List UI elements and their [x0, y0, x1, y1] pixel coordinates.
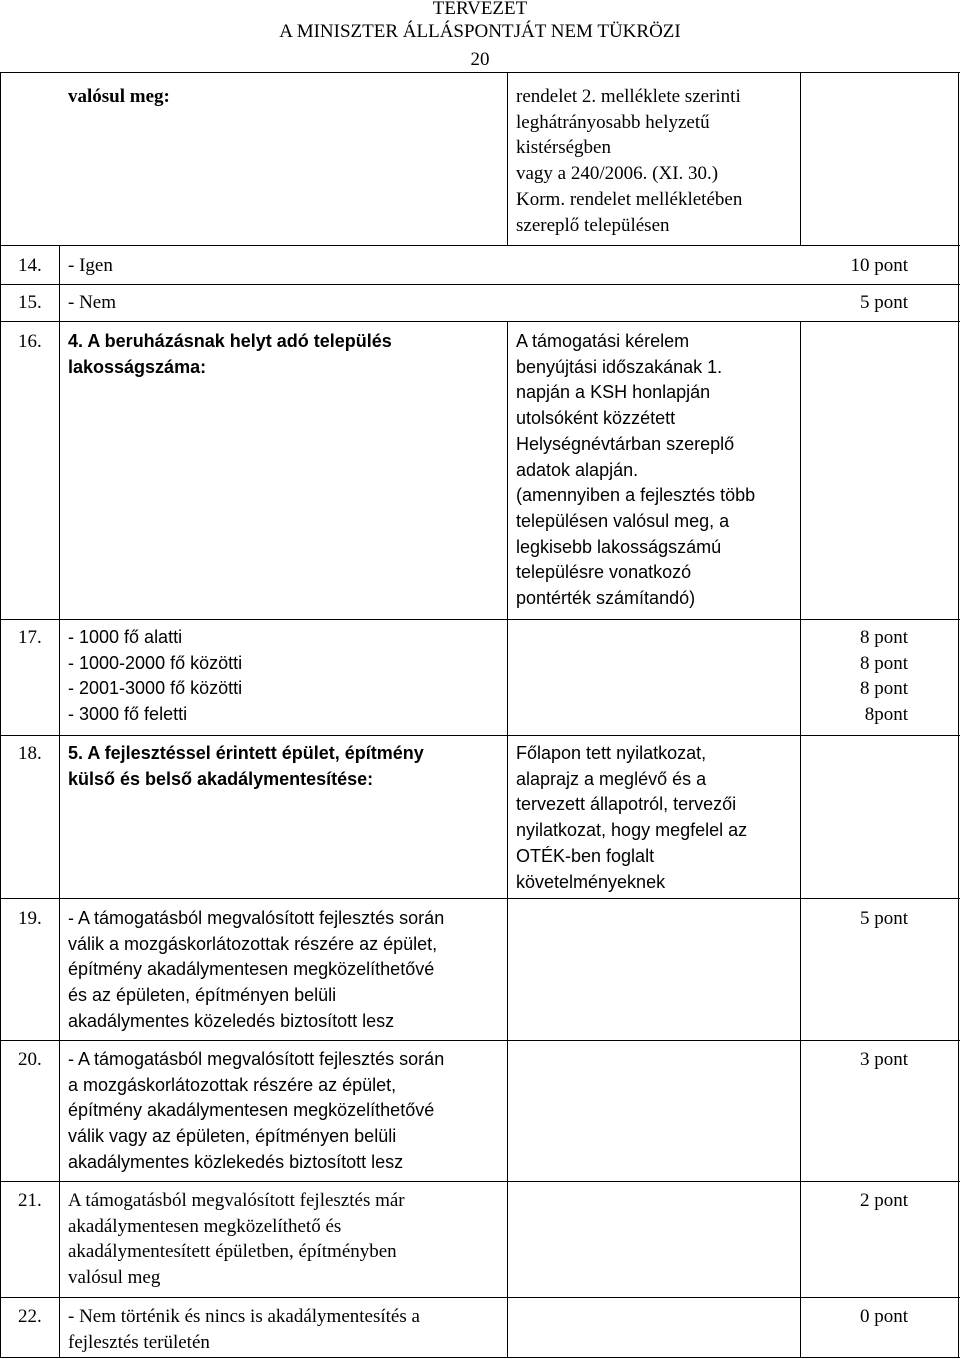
column-divider: [507, 321, 508, 1358]
row-number: 16.: [18, 331, 42, 352]
points-value: 5 pont: [859, 292, 908, 313]
row-number: 14.: [18, 255, 42, 276]
points-value: 2 pont: [859, 1190, 908, 1211]
row-divider: [0, 898, 960, 899]
criterion-label: - 1000 fő alatti - 1000-2000 fő közötti - 2001-3000 fő közötti - 3000 fő feletti: [68, 627, 243, 725]
points-value: 3 pont: [859, 1049, 908, 1070]
column-divider: [507, 72, 508, 246]
row-divider: [0, 245, 960, 246]
row-divider: [0, 1357, 960, 1358]
row-divider: [0, 619, 960, 620]
points-value: 5 pont: [859, 908, 908, 929]
points-value: 8 pont 8 pont 8 pont 8pont: [859, 627, 908, 726]
page-number: 20: [470, 49, 490, 70]
column-divider: [800, 321, 801, 1358]
row-divider: [0, 1040, 960, 1041]
points-value: 0 pont: [859, 1306, 908, 1327]
criterion-label: - A támogatásból megvalósított fejlesztés során válik a mozgáskorlátozottak részére az épület, építmény akadálymentesen megközelíthetővé és az épületen, építményen belüli akadálymentes közeledés biztosított lesz: [68, 908, 445, 1031]
row-divider: [0, 1181, 960, 1182]
column-divider: [0, 72, 1, 1358]
criterion-label: A támogatásból megvalósított fejlesztés már akadálymentesen megközelíthető és akadálymentesített épületben, építményben valósul meg: [68, 1190, 405, 1289]
row-number: 19.: [18, 908, 42, 929]
criterion-label: valósul meg:: [68, 86, 170, 107]
row-number: 22.: [18, 1306, 42, 1327]
criterion-label: - Igen: [68, 255, 113, 276]
criterion-label: - Nem: [68, 292, 117, 313]
draft-header: TERVEZET: [432, 0, 528, 19]
row-divider: [0, 1297, 960, 1298]
section-heading: 4. A beruházásnak helyt adó település lakosságszáma:: [68, 331, 392, 377]
criterion-description: Főlapon tett nyilatkozat, alaprajz a meglévő és a tervezett állapotról, tervezői nyilatkozat, hogy megfelel az OTÉK-ben foglalt követelményeknek: [516, 743, 748, 892]
row-number: 20.: [18, 1049, 42, 1070]
row-number: 17.: [18, 627, 42, 648]
section-heading: 5. A fejlesztéssel érintett épület, építmény külső és belső akadálymentesítése:: [68, 743, 424, 789]
row-divider: [0, 321, 960, 322]
row-number: 18.: [18, 743, 42, 764]
criterion-description: A támogatási kérelem benyújtási időszakának 1. napján a KSH honlapján utolsóként közzétett Helységnévtárban szereplő adatok alapján. (amennyiben a fejlesztés több településen valósul meg, a legkisebb lakosságszámú településre vonatkozó pontérték számítandó): [516, 331, 756, 609]
row-divider: [0, 735, 960, 736]
row-number: 21.: [18, 1190, 42, 1211]
points-value: 10 pont: [850, 255, 908, 276]
criterion-label: - A támogatásból megvalósított fejlesztés során a mozgáskorlátozottak részére az épület, építmény akadálymentesen megközelíthetővé válik vagy az épületen, építményen belüli akadálymentes közlekedés biztosított lesz: [68, 1049, 445, 1172]
column-divider: [800, 72, 801, 246]
row-number: 15.: [18, 292, 42, 313]
criterion-description: rendelet 2. melléklete szerinti leghátrányosabb helyzetű kistérségben vagy a 240/2006. (XI. 30.) Korm. rendelet mellékletében szereplő településen: [516, 86, 743, 236]
row-divider: [0, 284, 960, 285]
column-divider: [59, 245, 60, 1358]
disclaimer-header: A MINISZTER ÁLLÁSPONTJÁT NEM TÜKRÖZI: [279, 21, 681, 42]
column-divider: [958, 72, 959, 1358]
row-divider: [0, 72, 960, 73]
criterion-label: - Nem történik és nincs is akadálymentesítés a fejlesztés területén: [68, 1306, 420, 1353]
